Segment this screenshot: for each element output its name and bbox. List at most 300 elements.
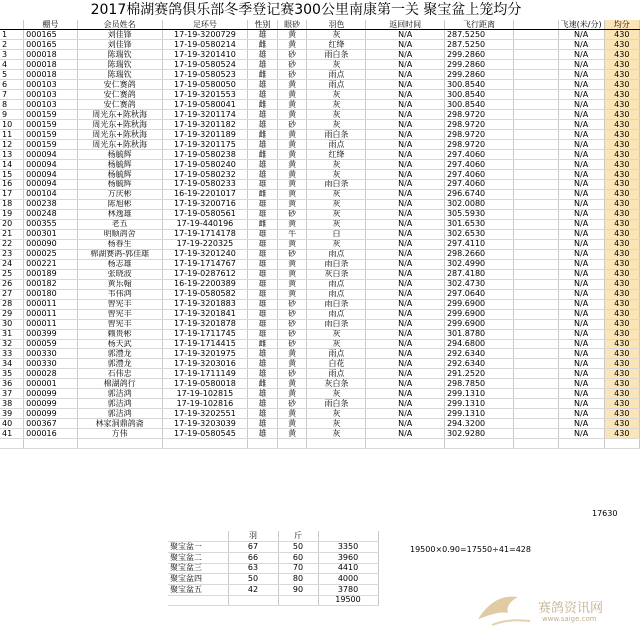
table-cell: 000189 — [24, 269, 77, 279]
table-cell — [514, 170, 559, 180]
table-cell: 000099 — [24, 409, 77, 419]
table-cell: N/A — [558, 219, 604, 229]
table-cell — [514, 110, 559, 120]
table-row — [0, 189, 640, 199]
table-cell: 000094 — [24, 180, 77, 190]
table-cell: 黄 — [277, 110, 307, 120]
table-cell: 雄 — [248, 30, 278, 40]
table-row — [0, 319, 640, 329]
table-cell — [514, 289, 559, 299]
table-cell: 17-19-0580524 — [162, 60, 247, 70]
table-cell: 林逸雄 — [77, 209, 162, 219]
table-cell: 300.8540 — [444, 100, 513, 110]
table-cell: 雄 — [248, 419, 278, 429]
header-cell: 飞行距离 — [444, 20, 513, 30]
table-cell: N/A — [366, 249, 445, 259]
prize-pool-cell: 63 — [228, 563, 278, 574]
table-cell: 299.2860 — [444, 70, 513, 80]
table-cell: 297.0640 — [444, 289, 513, 299]
table-cell: 棉湖鸽行 — [77, 379, 162, 389]
table-cell: 老五 — [77, 219, 162, 229]
table-cell: 000182 — [24, 279, 77, 289]
table-cell: 22 — [0, 239, 24, 249]
avg-score-cell: 430 — [604, 90, 639, 100]
prize-pool-cell: 聚宝盆二 — [168, 552, 228, 563]
table-cell: 000011 — [24, 309, 77, 319]
table-cell: 灰 — [307, 160, 366, 170]
table-cell: 陈瑞钦 — [77, 50, 162, 60]
table-cell: 黄 — [277, 199, 307, 209]
table-row — [0, 130, 640, 140]
table-cell: 17-19-3201841 — [162, 309, 247, 319]
header-cell: 性别 — [248, 20, 278, 30]
table-cell: N/A — [558, 289, 604, 299]
table-cell: 郭澧龙 — [77, 359, 162, 369]
table-cell — [514, 40, 559, 50]
table-cell: 砂 — [277, 319, 307, 329]
table-row — [0, 419, 640, 429]
avg-score-cell: 430 — [604, 219, 639, 229]
table-cell: 黄 — [277, 389, 307, 399]
table-cell: 明顺鸽舍 — [77, 229, 162, 239]
table-cell: N/A — [366, 239, 445, 249]
table-cell: N/A — [366, 180, 445, 190]
avg-score-cell: 430 — [604, 429, 639, 439]
prize-pool-cell: 3960 — [318, 552, 378, 563]
table-cell: 20 — [0, 219, 24, 229]
table-cell: 287.5250 — [444, 30, 513, 40]
table-cell: 灰 — [307, 170, 366, 180]
table-cell — [514, 359, 559, 369]
table-cell: N/A — [558, 90, 604, 100]
table-cell: N/A — [558, 229, 604, 239]
avg-score-cell: 430 — [604, 369, 639, 379]
table-row — [0, 299, 640, 309]
sheet-title: 2017棉湖赛鸽俱乐部冬季登记赛300公里南康第一关 聚宝盆上笼均分 — [90, 2, 522, 18]
table-cell: 砂 — [277, 120, 307, 130]
avg-score-cell: 430 — [604, 319, 639, 329]
table-cell: 雄 — [248, 209, 278, 219]
table-cell: 雄 — [248, 180, 278, 190]
table-cell: 砂 — [277, 399, 307, 409]
table-cell: 灰 — [307, 90, 366, 100]
table-row — [0, 209, 640, 219]
table-cell: 周光东+陈秋海 — [77, 140, 162, 150]
table-cell: 刘佳锋 — [77, 30, 162, 40]
table-cell: N/A — [558, 309, 604, 319]
table-cell — [514, 249, 559, 259]
table-cell: 17-19-3200716 — [162, 199, 247, 209]
table-cell: 17-19-3201175 — [162, 140, 247, 150]
prize-pool-header — [168, 531, 378, 542]
table-cell: 000165 — [24, 40, 77, 50]
table-cell: 17-19-3201975 — [162, 349, 247, 359]
table-cell: 灰 — [307, 409, 366, 419]
table-cell: N/A — [558, 249, 604, 259]
table-cell: N/A — [558, 80, 604, 90]
avg-score-cell: 430 — [604, 249, 639, 259]
table-cell — [514, 329, 559, 339]
table-cell: 7 — [0, 90, 24, 100]
table-cell: 16 — [0, 180, 24, 190]
table-cell: 灰 — [307, 209, 366, 219]
table-cell: 297.4060 — [444, 160, 513, 170]
table-cell: 27 — [0, 289, 24, 299]
table-cell: 17-19-0580050 — [162, 80, 247, 90]
table-cell — [514, 379, 559, 389]
table-cell: N/A — [366, 299, 445, 309]
table-row — [0, 379, 640, 389]
table-cell: 黄 — [277, 219, 307, 229]
table-cell: 黄 — [277, 239, 307, 249]
table-cell: 297.4110 — [444, 239, 513, 249]
header-cell: 返回时间 — [366, 20, 445, 30]
avg-score-cell: 430 — [604, 309, 639, 319]
table-cell: 10 — [0, 120, 24, 130]
table-cell: 杨毓辉 — [77, 150, 162, 160]
table-cell: 黄 — [277, 140, 307, 150]
table-cell: N/A — [366, 60, 445, 70]
table-cell: 雨白条 — [307, 180, 366, 190]
table-cell — [514, 259, 559, 269]
table-cell: 3 — [0, 50, 24, 60]
avg-score-cell: 430 — [604, 180, 639, 190]
prize-pool-cell: 67 — [228, 542, 278, 553]
table-cell: 杨毓辉 — [77, 170, 162, 180]
table-cell: 302.0080 — [444, 199, 513, 209]
table-cell: 17-19-1714767 — [162, 259, 247, 269]
avg-score-cell: 430 — [604, 40, 639, 50]
table-cell: 000248 — [24, 209, 77, 219]
table-row — [0, 120, 640, 130]
table-cell: 17-19-0580232 — [162, 170, 247, 180]
table-cell: 灰 — [307, 329, 366, 339]
table-cell: 红绛 — [307, 150, 366, 160]
table-cell: 雨点 — [307, 70, 366, 80]
table-row — [0, 180, 640, 190]
table-cell: 雨白条 — [307, 299, 366, 309]
table-cell — [514, 399, 559, 409]
table-cell: N/A — [366, 50, 445, 60]
table-cell: 黄 — [277, 259, 307, 269]
table-cell: 5 — [0, 70, 24, 80]
table-cell: N/A — [366, 259, 445, 269]
avg-score-cell: 430 — [604, 419, 639, 429]
table-cell: 17-19-0580561 — [162, 209, 247, 219]
table-cell: 黄 — [277, 90, 307, 100]
table-cell: 雌 — [248, 100, 278, 110]
avg-score-cell: 430 — [604, 189, 639, 199]
header-row — [0, 20, 640, 30]
table-cell: 黄 — [277, 170, 307, 180]
table-cell — [514, 239, 559, 249]
table-cell: 张晓波 — [77, 269, 162, 279]
table-cell: 17-19-1714178 — [162, 229, 247, 239]
avg-score-cell: 430 — [604, 100, 639, 110]
table-cell: 000094 — [24, 160, 77, 170]
table-cell: 砂 — [277, 299, 307, 309]
table-cell — [0, 439, 24, 449]
table-cell: 12 — [0, 140, 24, 150]
table-cell: 黄 — [277, 409, 307, 419]
table-cell: 32 — [0, 339, 24, 349]
table-cell: 000399 — [24, 329, 77, 339]
table-cell: N/A — [366, 309, 445, 319]
table-cell: N/A — [366, 209, 445, 219]
table-cell: N/A — [558, 160, 604, 170]
table-cell: 17-19-0580018 — [162, 379, 247, 389]
table-cell: 000165 — [24, 30, 77, 40]
table-cell: 杨春生 — [77, 239, 162, 249]
table-cell: 黄 — [277, 80, 307, 90]
table-cell — [307, 439, 366, 449]
table-cell: 000011 — [24, 319, 77, 329]
table-cell: 黄 — [277, 289, 307, 299]
table-cell: 雄 — [248, 299, 278, 309]
table-cell: 雌 — [248, 70, 278, 80]
table-cell — [514, 60, 559, 70]
table-cell: 26 — [0, 279, 24, 289]
table-cell: 000301 — [24, 229, 77, 239]
table-cell: N/A — [366, 409, 445, 419]
table-cell: 周光东+陈秋海 — [77, 120, 162, 130]
avg-score-cell: 430 — [604, 160, 639, 170]
table-cell: 298.9720 — [444, 130, 513, 140]
table-cell: N/A — [558, 30, 604, 40]
table-cell: 砂 — [277, 249, 307, 259]
table-cell: N/A — [558, 140, 604, 150]
table-row — [0, 40, 640, 50]
table-cell — [514, 120, 559, 130]
table-cell: N/A — [558, 339, 604, 349]
table-cell: N/A — [558, 399, 604, 409]
table-cell: 陈瑞钦 — [77, 60, 162, 70]
header-cell — [0, 20, 24, 30]
table-row — [0, 150, 640, 160]
table-cell — [444, 439, 513, 449]
table-cell: 17-19-0580041 — [162, 100, 247, 110]
table-cell: 17-19-3200729 — [162, 30, 247, 40]
table-cell: 黄 — [277, 359, 307, 369]
table-cell: N/A — [558, 379, 604, 389]
table-cell: N/A — [558, 150, 604, 160]
table-cell: 雌 — [248, 40, 278, 50]
table-cell: 周光东+陈秋海 — [77, 130, 162, 140]
table-row — [0, 429, 640, 439]
table-cell: 301.8780 — [444, 329, 513, 339]
table-cell: 杨志雄 — [77, 259, 162, 269]
table-cell: N/A — [366, 100, 445, 110]
table-cell: N/A — [366, 70, 445, 80]
table-cell: 雄 — [248, 80, 278, 90]
table-cell: 雨点 — [307, 309, 366, 319]
table-cell: N/A — [366, 120, 445, 130]
table-cell — [514, 369, 559, 379]
table-cell: N/A — [558, 70, 604, 80]
table-cell: 雄 — [248, 389, 278, 399]
table-cell: N/A — [366, 429, 445, 439]
table-cell: 石伟忠 — [77, 369, 162, 379]
table-row — [0, 349, 640, 359]
table-cell: 8 — [0, 100, 24, 110]
table-cell: 雄 — [248, 170, 278, 180]
table-cell: N/A — [558, 100, 604, 110]
prize-pool-header-cell — [168, 531, 228, 542]
table-cell: 17-19-3203016 — [162, 359, 247, 369]
prize-pool-cell: 4000 — [318, 574, 378, 585]
avg-score-cell: 430 — [604, 349, 639, 359]
table-cell — [514, 189, 559, 199]
table-cell: 雄 — [248, 399, 278, 409]
table-cell: N/A — [558, 299, 604, 309]
table-cell: 17-19-3201240 — [162, 249, 247, 259]
table-cell: 24 — [0, 259, 24, 269]
table-cell: 黄 — [277, 429, 307, 439]
table-cell: 郭洁鸿 — [77, 389, 162, 399]
table-cell: 41 — [0, 429, 24, 439]
table-cell: 17-19-3201174 — [162, 110, 247, 120]
table-cell: N/A — [558, 279, 604, 289]
avg-score-cell: 430 — [604, 60, 639, 70]
table-cell: 17 — [0, 189, 24, 199]
table-row — [0, 259, 640, 269]
table-cell: 000001 — [24, 379, 77, 389]
table-cell: N/A — [558, 239, 604, 249]
table-cell: 17-19-0580545 — [162, 429, 247, 439]
prize-pool-row — [168, 563, 378, 574]
table-cell — [24, 439, 77, 449]
table-cell: 雄 — [248, 60, 278, 70]
table-cell: 297.4060 — [444, 170, 513, 180]
avg-score-cell: 430 — [604, 80, 639, 90]
table-cell: 砂 — [277, 50, 307, 60]
table-cell: 17-19-440196 — [162, 219, 247, 229]
table-row — [0, 229, 640, 239]
table-cell: 雄 — [248, 359, 278, 369]
table-cell: 雄 — [248, 269, 278, 279]
table-cell: N/A — [366, 379, 445, 389]
table-cell: 39 — [0, 409, 24, 419]
table-cell: 17-19-3201189 — [162, 130, 247, 140]
table-cell: 赖贵彬 — [77, 329, 162, 339]
table-cell — [162, 439, 247, 449]
header-cell — [514, 20, 559, 30]
table-cell: 红绛 — [307, 40, 366, 50]
table-cell: 雌 — [248, 219, 278, 229]
table-cell: 砂 — [277, 369, 307, 379]
table-cell: 4 — [0, 60, 24, 70]
table-cell: 302.4730 — [444, 279, 513, 289]
table-cell: 雨点 — [307, 249, 366, 259]
table-cell — [558, 439, 604, 449]
table-cell: N/A — [558, 259, 604, 269]
prize-pool-header-cell: 羽 — [228, 531, 278, 542]
prize-pool-cell: 80 — [278, 574, 318, 585]
table-cell: 17-19-3202551 — [162, 409, 247, 419]
prize-pool-cell — [228, 595, 278, 606]
table-cell: N/A — [558, 130, 604, 140]
table-cell: 雨白条 — [307, 259, 366, 269]
table-cell: N/A — [366, 369, 445, 379]
table-cell: 雄 — [248, 349, 278, 359]
table-cell: 297.4060 — [444, 180, 513, 190]
table-cell: 298.2660 — [444, 249, 513, 259]
table-cell: 方庆彬 — [77, 189, 162, 199]
table-cell: 雨点 — [307, 80, 366, 90]
table-cell: N/A — [558, 120, 604, 130]
table-cell: 294.6800 — [444, 339, 513, 349]
prize-pool-row — [168, 595, 378, 606]
header-cell: 飞速(米/分) — [558, 20, 604, 30]
table-cell: 000159 — [24, 140, 77, 150]
prize-pool-cell — [278, 595, 318, 606]
table-cell: 雌 — [248, 189, 278, 199]
table-cell: N/A — [558, 349, 604, 359]
table-cell — [514, 349, 559, 359]
table-cell: N/A — [558, 50, 604, 60]
table-cell: 17-19-102815 — [162, 389, 247, 399]
table-cell: 298.9720 — [444, 140, 513, 150]
table-cell: 雄 — [248, 329, 278, 339]
header-cell: 羽色 — [307, 20, 366, 30]
table-cell: 雨白条 — [307, 130, 366, 140]
table-cell: 36 — [0, 379, 24, 389]
table-row — [0, 199, 640, 209]
table-cell: 灰 — [307, 219, 366, 229]
table-cell: N/A — [366, 130, 445, 140]
table-cell: 15 — [0, 170, 24, 180]
table-cell: 000018 — [24, 50, 77, 60]
table-cell: 雌 — [248, 150, 278, 160]
table-row — [0, 170, 640, 180]
avg-score-cell: 430 — [604, 209, 639, 219]
table-cell: N/A — [366, 229, 445, 239]
table-cell: 韦伟鸿 — [77, 289, 162, 299]
table-cell: 292.6340 — [444, 349, 513, 359]
table-row — [0, 70, 640, 80]
table-cell: 28 — [0, 299, 24, 309]
table-cell: 302.6530 — [444, 229, 513, 239]
table-cell: N/A — [366, 199, 445, 209]
avg-score-cell: 430 — [604, 339, 639, 349]
results-table-body — [0, 20, 640, 449]
table-cell — [514, 229, 559, 239]
table-cell: 21 — [0, 229, 24, 239]
site-watermark — [472, 585, 632, 631]
table-cell: 黄 — [277, 100, 307, 110]
table-cell: 雄 — [248, 160, 278, 170]
table-cell: 灰 — [307, 429, 366, 439]
table-cell: N/A — [558, 180, 604, 190]
table-cell: N/A — [558, 60, 604, 70]
table-cell: 34 — [0, 359, 24, 369]
table-cell: 000059 — [24, 339, 77, 349]
results-table — [0, 20, 640, 449]
table-row — [0, 239, 640, 249]
table-cell: 雄 — [248, 259, 278, 269]
table-cell: 雄 — [248, 369, 278, 379]
avg-score-cell: 430 — [604, 30, 639, 40]
table-cell: 雄 — [248, 199, 278, 209]
table-cell — [514, 339, 559, 349]
table-cell: 23 — [0, 249, 24, 259]
table-cell: 雄 — [248, 50, 278, 60]
table-cell: 18 — [0, 199, 24, 209]
table-cell: 000159 — [24, 110, 77, 120]
prize-pool-cell: 聚宝盆三 — [168, 563, 228, 574]
prize-pool-cell: 聚宝盆五 — [168, 584, 228, 595]
table-cell — [604, 439, 639, 449]
